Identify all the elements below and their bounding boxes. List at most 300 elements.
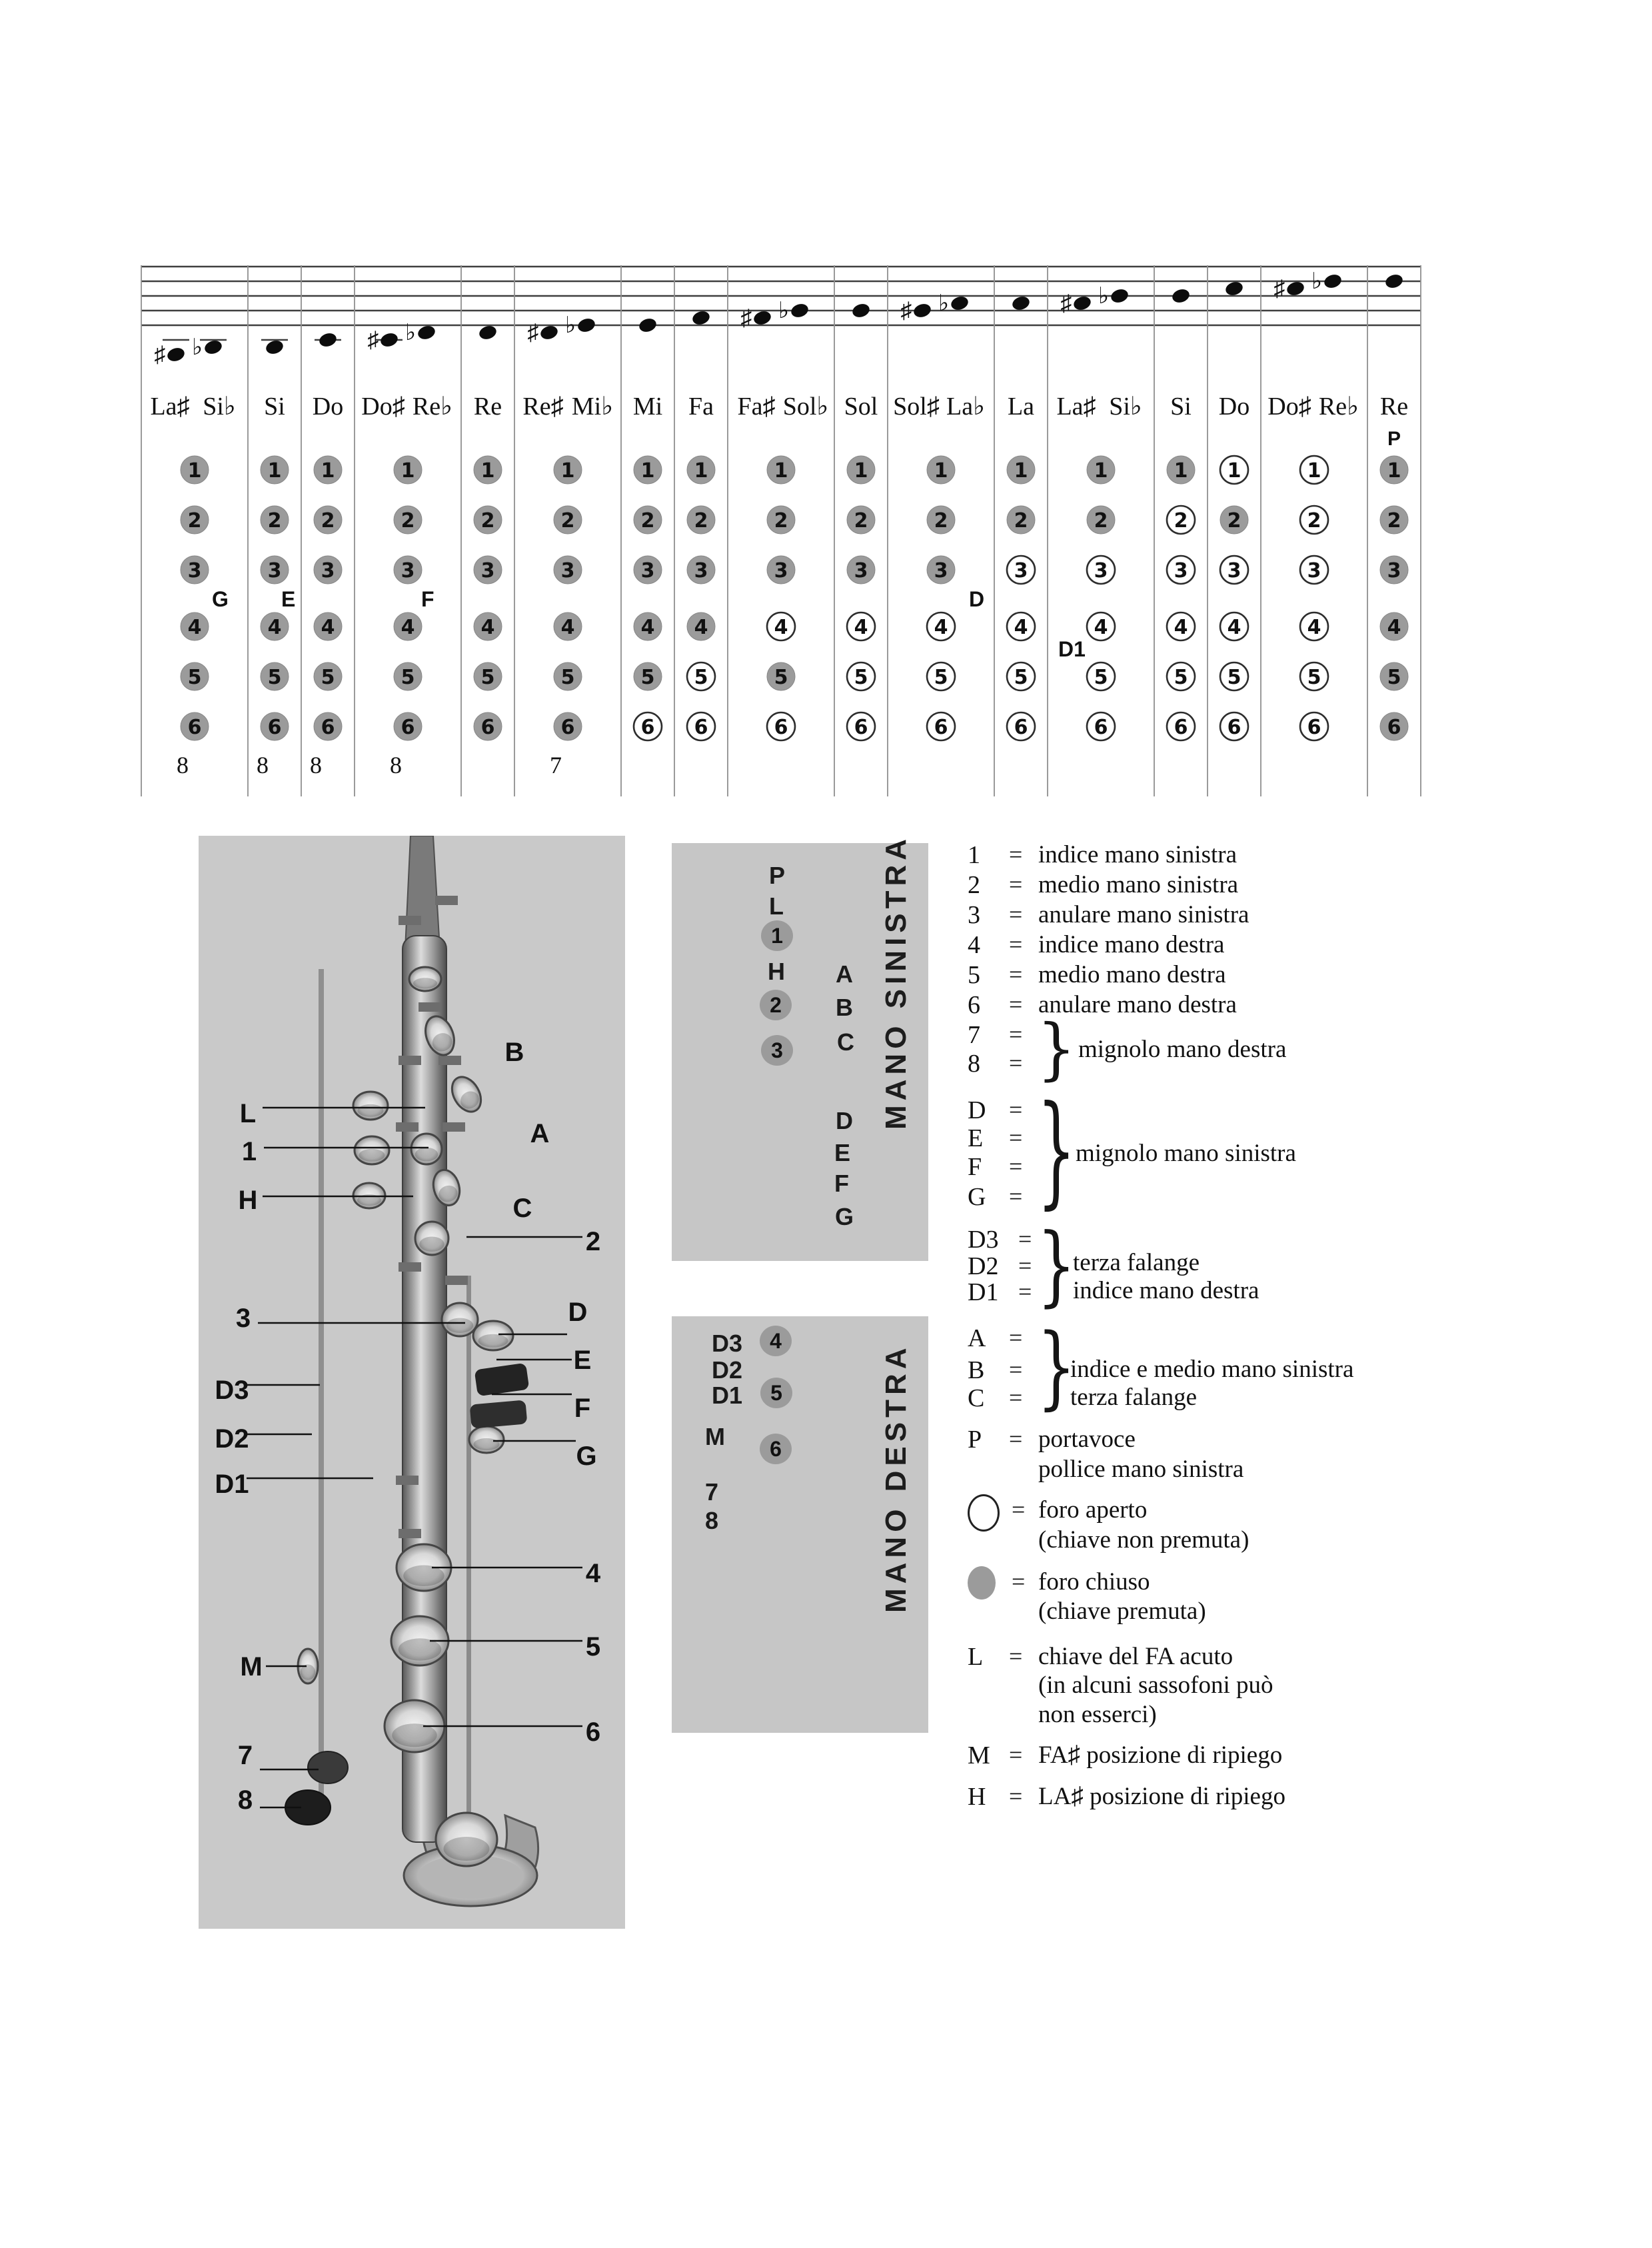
hole-number: 6 (560, 716, 575, 739)
hole-number: 5 (1307, 666, 1321, 689)
hole-number: 6 (774, 716, 788, 739)
note-name-label: Re♭ (412, 393, 453, 421)
fingering-column (522, 313, 613, 778)
hole-number: 1 (774, 459, 788, 483)
legend-key: D3 (968, 1226, 999, 1254)
key-cup-shadow (446, 1318, 474, 1334)
side-key-label: D (969, 587, 985, 611)
notehead (1224, 280, 1245, 297)
note-name-label: Sol♯ (893, 393, 940, 421)
fingering-column (1167, 287, 1195, 740)
sax-key-label: 2 (585, 1227, 601, 1256)
note-name-label: Do♯ (361, 393, 405, 421)
legend-text: indice e medio mano sinistra (1070, 1356, 1354, 1383)
hole-number: 2 (321, 509, 335, 533)
legend-equals: = (1009, 1096, 1023, 1123)
legend-equals: = (1018, 1278, 1032, 1305)
hole-number: 2 (1387, 509, 1401, 533)
hole-number: 3 (401, 559, 415, 582)
panel-title-vertical: MANO SINISTRA (880, 834, 912, 1130)
legend-key: 2 (968, 871, 980, 899)
note-name-label: Si (1170, 393, 1192, 421)
hole-number: 4 (1174, 616, 1188, 639)
hole-number: 5 (1387, 666, 1401, 689)
mechanism-post (399, 1056, 421, 1065)
hole-number: 4 (480, 616, 495, 639)
legend-key: G (968, 1183, 986, 1211)
notehead (576, 317, 597, 334)
hole-number: 6 (1387, 716, 1401, 739)
legend-key: L (968, 1643, 984, 1671)
note-name-label: Fa♯ (737, 393, 776, 421)
legend-text: mignolo mano sinistra (1076, 1140, 1296, 1167)
notehead (912, 302, 933, 319)
accidental-sharp: ♯ (527, 321, 539, 345)
sax-key-label: 6 (585, 1717, 601, 1747)
legend-key: H (968, 1783, 986, 1811)
mechanism-post (418, 1002, 441, 1012)
legend-text: (in alcuni sassofoni può (1038, 1672, 1273, 1699)
hole-number: 4 (1227, 616, 1241, 639)
fingering-column (1056, 284, 1142, 740)
hole-number: 1 (401, 459, 415, 483)
hole-number: 1 (480, 459, 495, 483)
bottom-key-label: 8 (257, 752, 269, 778)
accidental-flat: ♭ (191, 335, 203, 360)
notehead (318, 331, 339, 349)
hole-number: 2 (1307, 509, 1321, 533)
bottom-key-label: 7 (550, 752, 562, 778)
notehead (1384, 273, 1405, 290)
sax-key-label: B (504, 1038, 524, 1067)
hole-number: 2 (1014, 509, 1028, 533)
hole-number: 4 (1387, 616, 1401, 639)
legend-equals: = (1009, 841, 1023, 868)
fingering-column (150, 335, 235, 778)
closed-hole-symbol (968, 1566, 996, 1600)
notehead (539, 324, 560, 341)
notehead (1323, 273, 1343, 290)
hole-number: 2 (267, 509, 282, 533)
hole-number: 2 (640, 509, 655, 533)
sax-key-label: D (568, 1298, 588, 1327)
legend-key: 5 (968, 961, 980, 989)
hole-number: 6 (1014, 716, 1028, 739)
sax-key-label: D3 (215, 1376, 249, 1405)
notehead (1110, 287, 1130, 305)
note-name-label: Do♯ (1267, 393, 1311, 421)
legend-text: mignolo mano destra (1078, 1036, 1287, 1063)
hole-number: 5 (480, 666, 495, 689)
accidental-flat: ♭ (778, 299, 790, 323)
sax-key-label: C (512, 1194, 532, 1223)
key-cup-shadow (444, 1837, 490, 1861)
hole-number: 4 (694, 616, 708, 639)
sax-key-label: 5 (585, 1632, 601, 1662)
hole-number: 6 (401, 716, 415, 739)
fingering-column (738, 299, 829, 740)
legend-equals: = (1012, 1568, 1026, 1595)
hole-number: 1 (267, 459, 282, 483)
hole-number: 2 (1094, 509, 1108, 533)
hole-number: 1 (1307, 459, 1321, 483)
hole-number: 5 (321, 666, 335, 689)
fingering-column (1219, 280, 1249, 740)
legend-text: anulare mano sinistra (1038, 901, 1249, 928)
note-name-label: Si♭ (203, 393, 236, 421)
legend-equals: = (1009, 1183, 1023, 1210)
accidental-flat: ♭ (1098, 284, 1110, 309)
hole-number: 6 (934, 716, 948, 739)
legend-equals: = (1009, 1356, 1023, 1383)
accidental-sharp: ♯ (900, 299, 912, 323)
notehead (416, 324, 437, 341)
sax-key-label: D2 (215, 1424, 249, 1454)
hole-number: 5 (1174, 666, 1188, 689)
hole-number: 3 (694, 559, 708, 582)
hole-number: 1 (640, 459, 655, 483)
hole-number: 4 (1014, 616, 1028, 639)
hole-number: 5 (401, 666, 415, 689)
hole-number: 3 (1014, 559, 1028, 582)
hole-number: 1 (1094, 459, 1108, 483)
hole-number: 3 (1174, 559, 1188, 582)
hole-number: 2 (854, 509, 868, 533)
octave-key-label: P (1387, 428, 1401, 450)
staff-and-fingering-table (0, 0, 1652, 833)
sax-key-label: 7 (237, 1741, 253, 1770)
mechanism-post (445, 1276, 468, 1285)
legend-text: medio mano destra (1038, 961, 1226, 988)
legend-equals: = (1009, 931, 1023, 958)
legend-text: anulare mano destra (1038, 991, 1237, 1018)
pinky-roller (308, 1751, 348, 1783)
panel-key-label: D2 (712, 1356, 743, 1384)
legend-key: F (968, 1153, 982, 1181)
hole-number: 5 (854, 666, 868, 689)
hole-number: 3 (1387, 559, 1401, 582)
legend-equals: = (1018, 1226, 1032, 1252)
mechanism-post (399, 1262, 421, 1272)
sax-key-label: D1 (215, 1470, 249, 1499)
hole-number: 3 (267, 559, 282, 582)
hole-number: 3 (1094, 559, 1108, 582)
note-name-label: La♯ (1056, 393, 1096, 421)
accidental-sharp: ♯ (1060, 291, 1072, 316)
hole-number: 5 (187, 666, 202, 689)
note-name-label: Re♯ (522, 393, 564, 421)
panel-key-circle: 6 (760, 1434, 792, 1464)
fingering-column (257, 339, 295, 778)
hole-number: 3 (1307, 559, 1321, 582)
hole-number: 3 (854, 559, 868, 582)
notehead (950, 295, 970, 312)
hole-number: 3 (934, 559, 948, 582)
sax-key-label: F (574, 1394, 591, 1423)
panel-key-circle: 5 (760, 1378, 792, 1408)
legend-key: E (968, 1124, 984, 1152)
note-name-label: Si (264, 393, 285, 421)
note-name-label: Mi (632, 393, 663, 421)
legend-equals: = (1012, 1496, 1026, 1523)
sax-key-label: L (239, 1099, 257, 1128)
bottom-key-label: 8 (310, 752, 322, 778)
hole-number: 1 (1387, 459, 1401, 483)
panel-key-label: A (836, 960, 853, 988)
hole-number: 5 (1014, 666, 1028, 689)
key-cup-shadow (413, 978, 437, 988)
legend-key: 4 (968, 931, 980, 959)
sax-neck (405, 836, 440, 949)
panel-key-label: G (835, 1203, 854, 1230)
hole-number: 2 (694, 509, 708, 533)
fingering-column (1380, 273, 1408, 740)
panel-key-label: B (836, 994, 853, 1021)
side-key-label: D1 (1058, 637, 1086, 661)
fingering-column (633, 317, 662, 740)
hole-number: 6 (1174, 716, 1188, 739)
hole-number: 3 (187, 559, 202, 582)
hole-number: 4 (774, 616, 788, 639)
notehead (478, 324, 498, 341)
legend-key: P (968, 1426, 982, 1454)
hole-number: 1 (934, 459, 948, 483)
sax-key-label: 4 (585, 1559, 601, 1588)
legend-equals: = (1009, 1783, 1023, 1809)
panel-key-label: H (768, 958, 785, 985)
legend-brace: } (1037, 1214, 1076, 1316)
legend-text: FA♯ posizione di ripiego (1038, 1741, 1283, 1769)
notehead (1171, 287, 1192, 305)
right-hand-key-panel (672, 1316, 928, 1733)
hole-number: 5 (1227, 666, 1241, 689)
notehead (752, 309, 773, 327)
saxophone-photo (199, 836, 625, 1929)
panel-key-label: E (834, 1139, 851, 1166)
note-name-label: Si♭ (1109, 393, 1142, 421)
panel-key-label: 7 (705, 1478, 719, 1506)
hole-number: 5 (267, 666, 282, 689)
fingering-column (310, 331, 343, 778)
sax-key-label: 3 (235, 1304, 251, 1333)
hole-number: 1 (560, 459, 575, 483)
legend-text: non esserci) (1038, 1701, 1157, 1728)
sax-key-label: G (576, 1442, 597, 1471)
key-cup-shadow (392, 1723, 437, 1747)
key-cup-shadow (419, 1237, 444, 1252)
panel-key-label: F (834, 1170, 849, 1197)
hole-number: 2 (774, 509, 788, 533)
legend-equals: = (1009, 901, 1023, 928)
legend-key: 1 (968, 841, 980, 869)
key-cup-shadow (359, 1149, 385, 1162)
legend-text: indice mano destra (1073, 1277, 1259, 1304)
hole-number: 6 (640, 716, 655, 739)
hole-number: 1 (1174, 459, 1188, 483)
hole-number: 4 (1307, 616, 1321, 639)
hole-number: 6 (187, 716, 202, 739)
bottom-key-label: 8 (177, 752, 189, 778)
legend-equals: = (1009, 1324, 1023, 1351)
notehead (790, 302, 810, 319)
side-key-label: G (212, 587, 229, 611)
hole-number: 5 (774, 666, 788, 689)
legend-key: B (968, 1356, 985, 1384)
fingering-column (687, 309, 715, 740)
hole-number: 4 (854, 616, 868, 639)
legend-text: portavoce (1038, 1426, 1136, 1453)
panel-key-label: P (769, 862, 786, 889)
panel-key-label: M (705, 1423, 725, 1450)
legend-equals: = (1009, 1124, 1023, 1151)
hole-number: 6 (480, 716, 495, 739)
hole-number: 6 (321, 716, 335, 739)
notehead (851, 302, 872, 319)
legend-brace: } (1037, 1010, 1076, 1088)
note-name-label: Re (473, 393, 502, 421)
panel-key-label: C (837, 1028, 854, 1056)
hole-number: 6 (1227, 716, 1241, 739)
accidental-sharp: ♯ (1273, 277, 1285, 301)
hole-number: 1 (1014, 459, 1028, 483)
legend-text: (chiave non premuta) (1038, 1526, 1249, 1554)
note-name-label: Do (1218, 393, 1250, 421)
hole-number: 4 (187, 616, 202, 639)
legend-text: indice mano destra (1038, 931, 1225, 958)
mechanism-post (442, 1122, 465, 1132)
panel-key-label: D3 (712, 1330, 743, 1357)
key-cup-shadow (478, 1334, 508, 1348)
panel-key-circle: 1 (761, 920, 793, 951)
hole-number: 4 (934, 616, 948, 639)
sax-key-label: 1 (241, 1137, 257, 1166)
panel-key-label: D (836, 1107, 853, 1134)
hole-number: 6 (1094, 716, 1108, 739)
hole-number: 4 (640, 616, 655, 639)
sax-key-label: A (530, 1119, 550, 1148)
accidental-flat: ♭ (405, 321, 416, 345)
key-cup-shadow (474, 1438, 500, 1450)
notehead (638, 317, 658, 334)
bottom-key-label: 8 (390, 752, 402, 778)
legend-text: LA♯ posizione di ripiego (1038, 1783, 1285, 1810)
sax-key-label: H (238, 1186, 258, 1215)
hole-number: 2 (560, 509, 575, 533)
notehead (379, 331, 400, 349)
legend-equals: = (1009, 1021, 1023, 1048)
legend-text: terza falange (1070, 1384, 1197, 1411)
note-name-label: Fa (688, 393, 714, 421)
hole-number: 2 (934, 509, 948, 533)
notehead (166, 346, 187, 363)
hole-number: 4 (401, 616, 415, 639)
legend-text: medio mano sinistra (1038, 871, 1239, 898)
legend-equals: = (1009, 1741, 1023, 1768)
mechanism-post (396, 1476, 418, 1485)
panel-key-circle: 2 (760, 990, 792, 1020)
note-name-label: La♭ (946, 393, 986, 421)
note-name-label: Sol♭ (782, 393, 829, 421)
hole-number: 5 (694, 666, 708, 689)
legend-key: A (968, 1324, 986, 1352)
note-name-label: Mi♭ (571, 393, 614, 421)
hole-number: 2 (401, 509, 415, 533)
hole-number: 3 (640, 559, 655, 582)
notehead (1285, 280, 1306, 297)
fingering-column (1267, 269, 1359, 740)
sax-key-label: 8 (237, 1785, 253, 1815)
notehead (203, 339, 224, 356)
key-cup-shadow (358, 1104, 384, 1117)
legend-equals: = (1009, 1153, 1023, 1180)
legend-text: foro chiuso (1038, 1568, 1150, 1596)
mechanism-post (435, 896, 458, 905)
hole-number: 4 (321, 616, 335, 639)
sax-key-label: E (573, 1346, 592, 1375)
side-key-label: E (281, 587, 296, 611)
fingering-column (474, 324, 502, 740)
legend-key: D2 (968, 1252, 999, 1280)
key-cup-shadow (415, 1148, 438, 1162)
hole-number: 1 (694, 459, 708, 483)
legend-text: (chiave premuta) (1038, 1598, 1206, 1625)
side-key-label: F (421, 587, 434, 611)
notehead (265, 339, 285, 356)
note-name-label: La♯ (150, 393, 190, 421)
hole-number: 2 (480, 509, 495, 533)
legend-brace: } (1037, 1080, 1076, 1222)
mechanism-post (399, 1529, 421, 1538)
panel-key-circle: 4 (760, 1326, 792, 1356)
hole-number: 1 (321, 459, 335, 483)
legend-equals: = (1009, 1643, 1023, 1670)
notehead (691, 309, 712, 327)
accidental-sharp: ♯ (367, 328, 379, 353)
legend-equals: = (1009, 961, 1023, 988)
legend-text: chiave del FA acuto (1038, 1643, 1234, 1670)
hole-number: 2 (1227, 509, 1241, 533)
legend-equals: = (1009, 871, 1023, 898)
legend-text: foro aperto (1038, 1496, 1148, 1524)
hole-number: 6 (854, 716, 868, 739)
legend-text: pollice mano sinistra (1038, 1456, 1244, 1483)
accidental-sharp: ♯ (154, 343, 166, 367)
legend-text: indice mano sinistra (1038, 841, 1237, 868)
open-hole-symbol (968, 1494, 1000, 1532)
fingering-column (1007, 295, 1035, 740)
legend-key: 6 (968, 991, 980, 1019)
hole-number: 4 (267, 616, 282, 639)
panel-title-vertical: MANO DESTRA (880, 1343, 912, 1613)
hole-number: 5 (560, 666, 575, 689)
legend-key: D (968, 1096, 986, 1124)
key-rod (466, 1276, 471, 1862)
note-name-label: Sol (844, 393, 878, 421)
notehead (1011, 295, 1032, 312)
panel-key-label: D1 (712, 1382, 743, 1409)
accidental-flat: ♭ (938, 291, 950, 316)
hole-number: 5 (1094, 666, 1108, 689)
spatula-key (470, 1400, 528, 1428)
sax-key-label: M (240, 1652, 263, 1682)
legend-equals: = (1009, 1426, 1023, 1452)
hole-number: 2 (187, 509, 202, 533)
accidental-flat: ♭ (1311, 269, 1323, 294)
hole-number: 6 (267, 716, 282, 739)
mechanism-post (396, 1122, 418, 1132)
legend-equals: = (1009, 991, 1023, 1018)
mechanism-post (399, 916, 421, 925)
